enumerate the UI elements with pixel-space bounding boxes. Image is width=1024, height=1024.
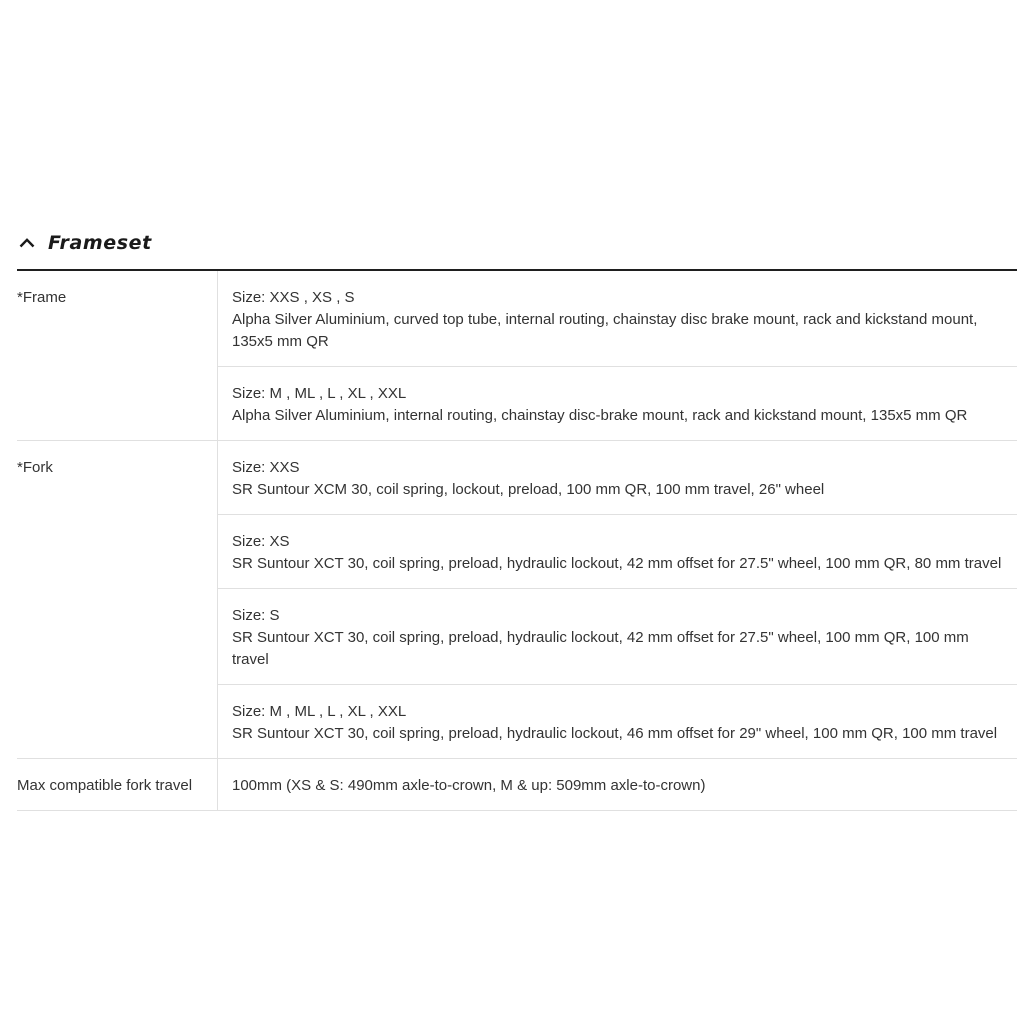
spec-row xyxy=(218,441,1017,514)
spec-row xyxy=(218,588,1017,684)
spec-desc-line: SR Suntour XCM 30, coil spring, lockout, preload, 100 mm QR, 100 mm travel, 26" wheel xyxy=(232,481,825,498)
spec-size-line: Size: S xyxy=(232,607,280,624)
spec-row xyxy=(218,759,1017,810)
frameset-section-header[interactable] xyxy=(17,232,1017,254)
spec-size-line: Size: XXS xyxy=(232,459,300,476)
chevron-up-icon[interactable] xyxy=(18,237,35,249)
spec-label-frame: *Frame xyxy=(17,289,67,306)
section-title: Frameset xyxy=(48,232,152,254)
spec-group-fork xyxy=(17,440,1017,758)
spec-size-line: Size: XXS , XS , S xyxy=(232,289,355,306)
spec-values-fork xyxy=(217,441,1017,758)
spec-label-max-fork-travel: Max compatible fork travel xyxy=(17,777,193,794)
spec-desc-line: SR Suntour XCT 30, coil spring, preload, hydraulic lockout, 42 mm offset for 27.5" wheel, 100 mm QR, 80 mm travel xyxy=(232,555,1002,572)
spec-desc-line: Alpha Silver Aluminium, internal routing, chainstay disc-brake mount, rack and kickstand mount, 135x5 mm QR xyxy=(232,407,968,424)
spec-row xyxy=(218,366,1017,440)
spec-size-line: Size: M , ML , L , XL , XXL xyxy=(232,703,407,720)
spec-label-fork: *Fork xyxy=(17,459,53,476)
spec-size-line: Size: XS xyxy=(232,533,290,550)
frameset-spec-table xyxy=(17,269,1017,811)
spec-row xyxy=(218,514,1017,588)
spec-group-frame xyxy=(17,271,1017,440)
spec-value-line: 100mm (XS & S: 490mm axle-to-crown, M & up: 509mm axle-to-crown) xyxy=(232,777,706,794)
spec-row xyxy=(218,271,1017,366)
spec-values-frame xyxy=(217,271,1017,440)
spec-desc-line: SR Suntour XCT 30, coil spring, preload, hydraulic lockout, 42 mm offset for 27.5" wheel, 100 mm QR, 100 mm travel xyxy=(232,629,969,668)
frameset-section xyxy=(17,232,1017,811)
spec-group-max-fork-travel xyxy=(17,758,1017,810)
spec-desc-line: SR Suntour XCT 30, coil spring, preload, hydraulic lockout, 46 mm offset for 29" wheel, 100 mm QR, 100 mm travel xyxy=(232,725,998,742)
spec-size-line: Size: M , ML , L , XL , XXL xyxy=(232,385,407,402)
spec-desc-line: Alpha Silver Aluminium, curved top tube, internal routing, chainstay disc brake mount, rack and kickstand mount, 135x5 mm QR xyxy=(232,311,978,350)
spec-row xyxy=(218,684,1017,758)
spec-values-max-fork-travel xyxy=(217,759,1017,810)
